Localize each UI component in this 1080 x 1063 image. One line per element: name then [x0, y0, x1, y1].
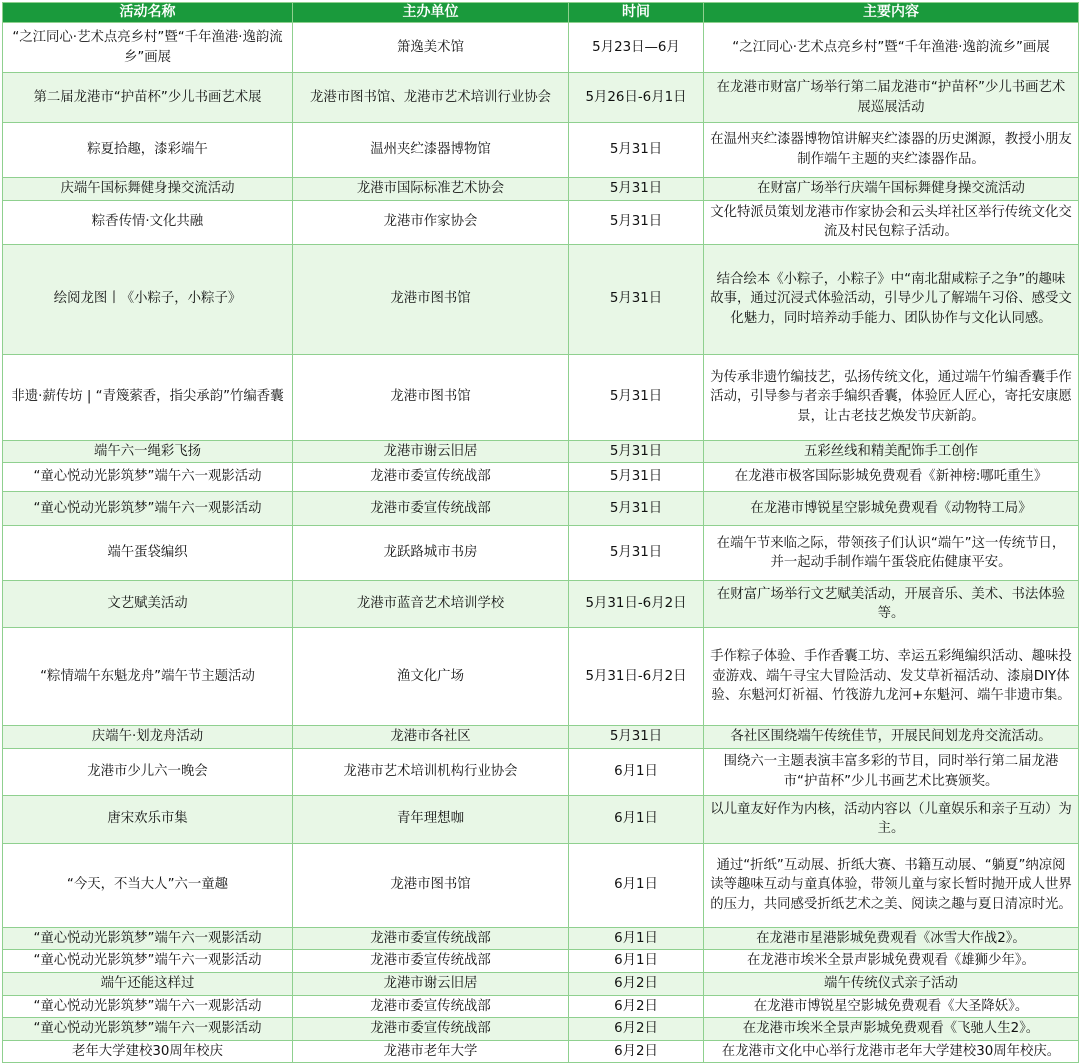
host: 龙港市委宣传统战部 [293, 463, 569, 492]
host: 龙港市委宣传统战部 [293, 1018, 569, 1041]
content: 通过“折纸”互动展、折纸大赛、书籍互动展、“躺夏”纳凉阅读等趣味互动与童真体验，带领儿童与家长暂时抛开成人世界的压力，共同感受折纸艺术之美、阅读之趣与夏日清凉时光。 [704, 843, 1079, 927]
host: 龙港市图书馆 [293, 354, 569, 440]
time: 5月31日 [569, 463, 704, 492]
activity-name: 文艺赋美活动 [3, 581, 293, 628]
host: 龙港市图书馆、龙港市艺术培训行业协会 [293, 73, 569, 123]
table-row [3, 1040, 1079, 1063]
table-row [3, 73, 1079, 123]
host: 龙港市谢云旧居 [293, 972, 569, 995]
table-row [3, 972, 1079, 995]
time: 6月2日 [569, 1040, 704, 1063]
host: 龙港市各社区 [293, 726, 569, 749]
content: 各社区围绕端午传统佳节，开展民间划龙舟交流活动。 [704, 726, 1079, 749]
content: 在财富广场举行庆端午国标舞健身操交流活动 [704, 178, 1079, 201]
header-activity-name: 活动名称 [3, 3, 293, 23]
time: 5月31日-6月2日 [569, 628, 704, 726]
content: 在龙港市财富广场举行第二届龙港市“护苗杯”少儿书画艺术展巡展活动 [704, 73, 1079, 123]
time: 6月1日 [569, 927, 704, 950]
header-content: 主要内容 [704, 3, 1079, 23]
activity-name: “童心悦动光影筑梦”端午六一观影活动 [3, 995, 293, 1018]
activity-name: 非遗·薪传坊 | “青篾萦香，指尖承韵”竹编香囊 [3, 354, 293, 440]
header-host: 主办单位 [293, 3, 569, 23]
activity-name: 唐宋欢乐市集 [3, 795, 293, 843]
time: 6月1日 [569, 795, 704, 843]
content: 在龙港市博锐星空影城免费观看《动物特工局》 [704, 492, 1079, 526]
table-row [3, 748, 1079, 795]
content: 在龙港市博锐星空影城免费观看《大圣降妖》。 [704, 995, 1079, 1018]
time: 6月1日 [569, 748, 704, 795]
content: 在财富广场举行文艺赋美活动，开展音乐、美术、书法体验等。 [704, 581, 1079, 628]
host: 龙港市委宣传统战部 [293, 492, 569, 526]
activity-name: “童心悦动光影筑梦”端午六一观影活动 [3, 1018, 293, 1041]
content: 在温州夹纻漆器博物馆讲解夹纻漆器的历史渊源，教授小朋友制作端午主题的夹纻漆器作品。 [704, 123, 1079, 178]
activity-name: “今天，不当大人”六一童趣 [3, 843, 293, 927]
time: 5月31日-6月2日 [569, 581, 704, 628]
host: 龙港市委宣传统战部 [293, 995, 569, 1018]
content: “之江同心·艺术点亮乡村”暨“千年渔港·逸韵流乡”画展 [704, 23, 1079, 73]
time: 5月31日 [569, 354, 704, 440]
content: 在龙港市埃米全景声影城免费观看《雄狮少年》。 [704, 950, 1079, 973]
host: 龙港市委宣传统战部 [293, 927, 569, 950]
content: 文化特派员策划龙港市作家协会和云头垟社区举行传统文化交流及村民包粽子活动。 [704, 200, 1079, 244]
activity-name: “童心悦动光影筑梦”端午六一观影活动 [3, 927, 293, 950]
host: 龙港市图书馆 [293, 843, 569, 927]
activity-name: 端午蛋袋编织 [3, 526, 293, 581]
host: 龙港市蓝音艺术培训学校 [293, 581, 569, 628]
content: 在端午节来临之际，带领孩子们认识“端午”这一传统节日，并一起动手制作端午蛋袋庇佑健康平安。 [704, 526, 1079, 581]
content: 围绕六一主题表演丰富多彩的节目，同时举行第二届龙港市“护苗杯”少儿书画艺术比赛颁奖。 [704, 748, 1079, 795]
content: 在龙港市文化中心举行龙港市老年大学建校30周年校庆。 [704, 1040, 1079, 1063]
table-row [3, 1018, 1079, 1041]
time: 5月31日 [569, 178, 704, 201]
content: 以儿童友好作为内核，活动内容以（儿童娱乐和亲子互动）为主。 [704, 795, 1079, 843]
host: 龙港市作家协会 [293, 200, 569, 244]
activity-name: 第二届龙港市“护苗杯”少儿书画艺术展 [3, 73, 293, 123]
table-row [3, 995, 1079, 1018]
content: 五彩丝线和精美配饰手工创作 [704, 440, 1079, 463]
activity-table [2, 2, 1079, 1063]
content: 手作粽子体验、手作香囊工坊、幸运五彩绳编织活动、趣味投壶游戏、端午寻宝大冒险活动、发艾草祈福活动、漆扇DIY体验、东魁河灯祈福、竹筏游九龙河+东魁河、端午非遗市集。 [704, 628, 1079, 726]
host: 青年理想咖 [293, 795, 569, 843]
table-row [3, 581, 1079, 628]
host: 龙港市老年大学 [293, 1040, 569, 1063]
activity-name: 端午六一绳彩飞扬 [3, 440, 293, 463]
table-row [3, 795, 1079, 843]
time: 6月2日 [569, 995, 704, 1018]
time: 6月2日 [569, 972, 704, 995]
activity-name: “童心悦动光影筑梦”端午六一观影活动 [3, 950, 293, 973]
time: 5月31日 [569, 440, 704, 463]
time: 5月31日 [569, 526, 704, 581]
time: 5月31日 [569, 200, 704, 244]
table-row [3, 440, 1079, 463]
table-row [3, 23, 1079, 73]
activity-name: “粽情端午东魁龙舟”端午节主题活动 [3, 628, 293, 726]
content: 在龙港市埃米全景声影城免费观看《飞驰人生2》。 [704, 1018, 1079, 1041]
header-time: 时间 [569, 3, 704, 23]
activity-name: 庆端午·划龙舟活动 [3, 726, 293, 749]
activity-name: “童心悦动光影筑梦”端午六一观影活动 [3, 492, 293, 526]
table-row [3, 927, 1079, 950]
host: 箫逸美术馆 [293, 23, 569, 73]
table-row [3, 950, 1079, 973]
table-row [3, 628, 1079, 726]
activity-name: 老年大学建校30周年校庆 [3, 1040, 293, 1063]
host: 龙港市谢云旧居 [293, 440, 569, 463]
table-row [3, 726, 1079, 749]
host: 龙港市图书馆 [293, 244, 569, 354]
time: 6月2日 [569, 1018, 704, 1041]
host: 龙跃路城市书房 [293, 526, 569, 581]
time: 5月31日 [569, 726, 704, 749]
time: 5月26日-6月1日 [569, 73, 704, 123]
content: 为传承非遗竹编技艺，弘扬传统文化，通过端午竹编香囊手作活动，引导参与者亲手编织香囊，体验匠人匠心，寄托安康愿景，让古老技艺焕发节庆新韵。 [704, 354, 1079, 440]
activity-name: 庆端午国标舞健身操交流活动 [3, 178, 293, 201]
host: 渔文化广场 [293, 628, 569, 726]
time: 6月1日 [569, 950, 704, 973]
table-row [3, 178, 1079, 201]
table-row [3, 200, 1079, 244]
table-row [3, 463, 1079, 492]
content: 在龙港市极客国际影城免费观看《新神榜:哪吒重生》 [704, 463, 1079, 492]
table-header-row [3, 3, 1079, 23]
activity-name: 龙港市少儿六一晚会 [3, 748, 293, 795]
table-row [3, 244, 1079, 354]
activity-name: 端午还能这样过 [3, 972, 293, 995]
table-row [3, 123, 1079, 178]
time: 5月23日—6月 [569, 23, 704, 73]
activity-name: “之江同心·艺术点亮乡村”暨“千年渔港·逸韵流乡”画展 [3, 23, 293, 73]
host: 龙港市委宣传统战部 [293, 950, 569, 973]
content: 结合绘本《小粽子，小粽子》中“南北甜咸粽子之争”的趣味故事，通过沉浸式体验活动，引导少儿了解端午习俗、感受文化魅力，同时培养动手能力、团队协作与文化认同感。 [704, 244, 1079, 354]
activity-name: 粽香传情·文化共融 [3, 200, 293, 244]
table-row [3, 354, 1079, 440]
host: 龙港市国际标准艺术协会 [293, 178, 569, 201]
table-row [3, 526, 1079, 581]
table-row [3, 492, 1079, 526]
content: 在龙港市星港影城免费观看《冰雪大作战2》。 [704, 927, 1079, 950]
content: 端午传统仪式亲子活动 [704, 972, 1079, 995]
time: 5月31日 [569, 123, 704, 178]
activity-name: 粽夏拾趣，漆彩端午 [3, 123, 293, 178]
table-row [3, 843, 1079, 927]
activity-name: 绘阅龙图丨《小粽子，小粽子》 [3, 244, 293, 354]
host: 龙港市艺术培训机构行业协会 [293, 748, 569, 795]
time: 5月31日 [569, 492, 704, 526]
time: 6月1日 [569, 843, 704, 927]
time: 5月31日 [569, 244, 704, 354]
activity-name: “童心悦动光影筑梦”端午六一观影活动 [3, 463, 293, 492]
host: 温州夹纻漆器博物馆 [293, 123, 569, 178]
